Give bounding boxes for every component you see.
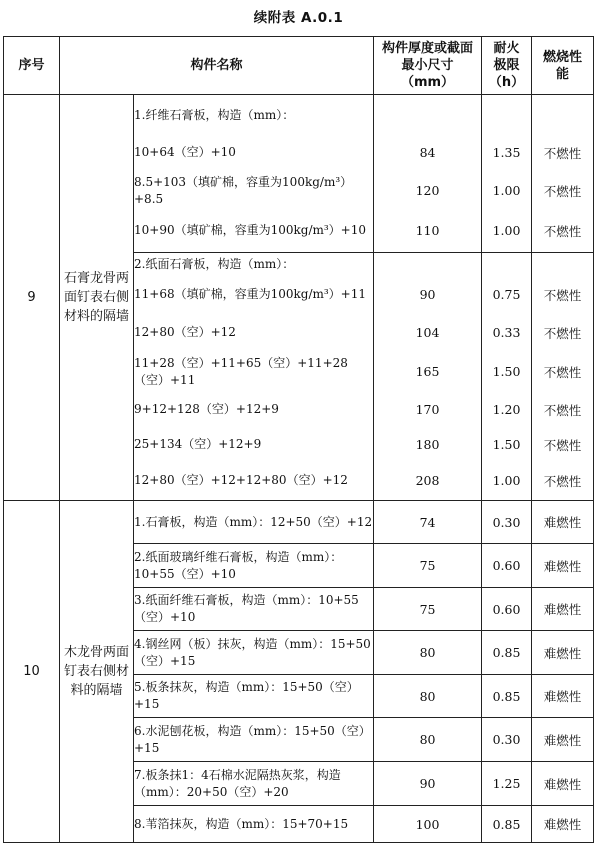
fire-limit-value: 1.35	[492, 145, 521, 160]
section-heading: 2.纸面石膏板，构造（mm）：	[134, 257, 295, 271]
thickness-value: 74	[374, 501, 482, 544]
section-cell	[134, 253, 374, 501]
combustion-value: 不燃性	[543, 183, 582, 199]
combustion-value: 难燃性	[532, 588, 594, 631]
row-desc: 25+134（空）+12+9	[134, 437, 262, 451]
fire-limit-cell	[482, 253, 532, 501]
combustion-value: 不燃性	[543, 325, 582, 341]
combustion-value: 难燃性	[532, 675, 594, 718]
thickness-value: 180	[415, 437, 440, 452]
row-desc: 9+12+128（空）+12+9	[134, 402, 279, 416]
combustion-cell	[532, 253, 594, 501]
combustion-value: 不燃性	[543, 364, 582, 380]
row-desc: 6.水泥刨花板，构造（mm）：15+50（空）+15	[134, 718, 374, 762]
combustion-value: 难燃性	[532, 501, 594, 544]
combustion-value: 难燃性	[532, 806, 594, 843]
thickness-value: 75	[374, 544, 482, 588]
row-desc: 3.纸面纤维石膏板，构造（mm）：10+55（空）+10	[134, 588, 374, 631]
fire-resistance-table	[3, 36, 594, 843]
combustion-value: 不燃性	[543, 145, 582, 161]
row-desc: 7.板条抹1：4石棉水泥隔热灰浆，构造（mm）：20+50（空）+20	[134, 762, 374, 806]
combustion-value: 难燃性	[532, 762, 594, 806]
fire-limit-value: 0.60	[482, 544, 532, 588]
thickness-cell	[374, 95, 482, 253]
thickness-value: 80	[374, 718, 482, 762]
combustion-value: 不燃性	[543, 473, 582, 489]
combustion-value: 难燃性	[532, 631, 594, 675]
fire-limit-value: 1.00	[492, 223, 521, 238]
group-name-9: 石膏龙骨两面钉表右侧材料的隔墙	[60, 95, 134, 501]
row-desc: 4.钢丝网（板）抹灰，构造（mm）：15+50（空）+15	[134, 631, 374, 675]
thickness-value: 90	[374, 762, 482, 806]
fire-limit-value: 1.50	[492, 437, 521, 452]
group-name-10: 木龙骨两面钉表右侧材料的隔墙	[60, 501, 134, 843]
fire-limit-value: 0.85	[482, 631, 532, 675]
group-seq-9: 9	[4, 95, 60, 501]
header-row	[4, 37, 594, 95]
fire-limit-value: 0.30	[482, 501, 532, 544]
thickness-value: 104	[415, 325, 440, 340]
row-desc: 11+68（填矿棉，容重为100kg/m³）+11	[134, 287, 367, 301]
row-desc: 10+90（填矿棉，容重为100kg/m³）+10	[134, 223, 367, 237]
group-seq-10: 10	[4, 501, 60, 843]
table-row	[4, 95, 594, 253]
table-title: 续附表 A.0.1	[253, 10, 344, 26]
thickness-value: 110	[415, 223, 440, 238]
thickness-cell	[374, 253, 482, 501]
fire-limit-value: 0.30	[482, 718, 532, 762]
thickness-value: 84	[419, 145, 436, 160]
row-desc: 12+80（空）+12	[134, 325, 236, 339]
fire-limit-value: 1.20	[492, 402, 521, 417]
row-desc: 1.石膏板，构造（mm）：12+50（空）+12	[134, 501, 374, 544]
row-desc: 5.板条抹灰，构造（mm）：15+50（空）+15	[134, 675, 374, 718]
fire-limit-value: 0.85	[482, 806, 532, 843]
section-heading: 1.纤维石膏板，构造（mm）：	[134, 108, 295, 122]
thickness-value: 165	[415, 364, 440, 379]
thickness-value: 120	[415, 183, 440, 198]
row-desc: 8.5+103（填矿棉，容重为100kg/m³）+8.5	[134, 174, 353, 206]
row-desc: 8.苇箔抹灰，构造（mm）：15+70+15	[134, 806, 374, 843]
thickness-value: 208	[415, 473, 440, 488]
thickness-value: 80	[374, 631, 482, 675]
fire-limit-value: 0.60	[482, 588, 532, 631]
combustion-value: 难燃性	[532, 718, 594, 762]
section-cell	[134, 95, 374, 253]
header-combustion: 燃烧性能	[532, 37, 594, 95]
combustion-value: 不燃性	[543, 287, 582, 303]
combustion-value: 不燃性	[543, 402, 582, 418]
combustion-value: 不燃性	[543, 223, 582, 239]
thickness-value: 90	[419, 287, 436, 302]
combustion-value: 不燃性	[543, 437, 582, 453]
fire-limit-value: 1.00	[492, 183, 521, 198]
thickness-value: 100	[374, 806, 482, 843]
row-desc: 10+64（空）+10	[134, 145, 236, 159]
header-fire-limit: 耐火极限（h）	[482, 37, 532, 95]
thickness-value: 80	[374, 675, 482, 718]
combustion-cell	[532, 95, 594, 253]
fire-limit-value: 0.75	[492, 287, 521, 302]
row-desc: 11+28（空）+11+65（空）+11+28（空）+11	[134, 355, 348, 387]
fire-limit-value: 1.50	[492, 364, 521, 379]
fire-limit-value: 0.33	[492, 325, 521, 340]
thickness-value: 170	[415, 402, 440, 417]
header-name: 构件名称	[60, 37, 374, 95]
header-thickness: 构件厚度或截面最小尺寸（mm）	[374, 37, 482, 95]
fire-limit-value: 1.25	[482, 762, 532, 806]
fire-limit-value: 1.00	[492, 473, 521, 488]
combustion-value: 难燃性	[532, 544, 594, 588]
thickness-value: 75	[374, 588, 482, 631]
fire-limit-value: 0.85	[482, 675, 532, 718]
row-desc: 2.纸面玻璃纤维石膏板，构造（mm）：10+55（空）+10	[134, 544, 374, 588]
fire-limit-cell	[482, 95, 532, 253]
row-desc: 12+80（空）+12+12+80（空）+12	[134, 473, 348, 487]
table-row	[4, 501, 594, 544]
header-seq: 序号	[4, 37, 60, 95]
